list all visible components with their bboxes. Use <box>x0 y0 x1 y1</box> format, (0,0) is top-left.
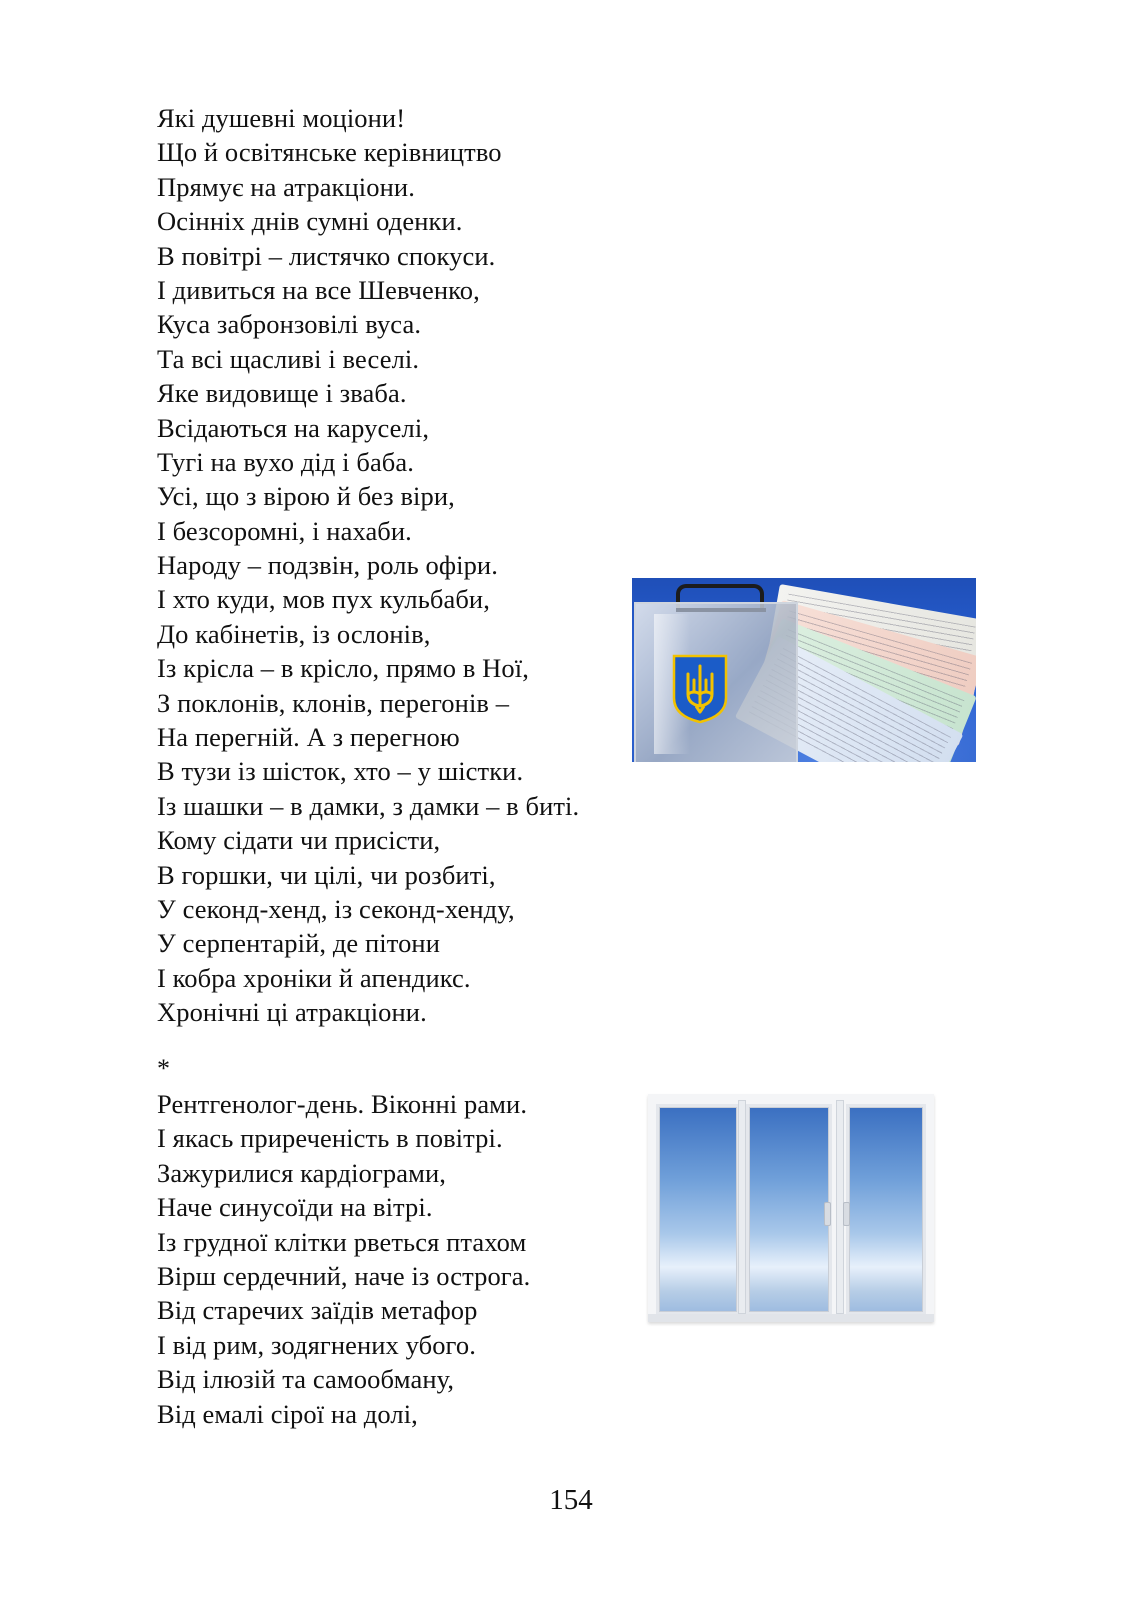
poem-line: Кому сідати чи присісти, <box>157 825 441 856</box>
poem-line: Хронічні ці атракціони. <box>157 997 427 1028</box>
poem-line: Всідаються на каруселі, <box>157 412 430 443</box>
stanza-separator: * <box>157 1054 170 1083</box>
window-pane <box>846 1104 926 1315</box>
window-pane <box>656 1104 740 1315</box>
poem-line: Із крісла – в крісло, прямо в Ної, <box>157 653 529 684</box>
poem-line: З поклонів, клонів, перегонів – <box>157 687 510 718</box>
poem-line: Усі, що з вірою й без віри, <box>157 481 455 512</box>
poem-line: Народу – подзвін, роль офіри. <box>157 550 498 581</box>
poem-line: Та всі щасливі і веселі. <box>157 343 420 374</box>
poem-line: В повітрі – листячко спокуси. <box>157 240 496 271</box>
poem-line: І безсоромні, і нахаби. <box>157 515 412 546</box>
poem-line: Рентгенолог-день. Віконні рами. <box>157 1089 528 1119</box>
poem-line: На перегній. А з перегною <box>157 722 460 753</box>
poem-line: У секонд-хенд, із секонд-хенду, <box>157 893 515 924</box>
poem-line: До кабінетів, із ослонів, <box>157 618 431 649</box>
window-handle <box>843 1202 850 1226</box>
poem-line: І кобра хроніки й апендикс. <box>157 962 471 993</box>
window-pane <box>746 1104 832 1315</box>
poem-line: Яке видовище і зваба. <box>157 378 407 409</box>
poem-line: Наче синусоїди на вітрі. <box>157 1192 433 1223</box>
poem-line: І якась приреченість в повітрі. <box>157 1123 503 1154</box>
poem-line: Куса забронзовілі вуса. <box>157 309 422 340</box>
poem-line: Від ілюзій та самообману, <box>157 1364 455 1395</box>
poem-line: У серпентарій, де пітони <box>157 928 440 959</box>
poem-stanza-2 <box>157 1087 530 1431</box>
window-sill <box>648 1314 934 1322</box>
window-image <box>648 1094 934 1322</box>
poem-line: Осінніх днів сумні оденки. <box>157 206 463 237</box>
poem-line: В тузи із шісток, хто – у шістки. <box>157 756 524 787</box>
poem-line: Із шашки – в дамки, з дамки – в биті. <box>157 790 580 821</box>
poem-line: Зажурилися кардіограми, <box>157 1157 446 1188</box>
poem-line: Прямує на атракціони. <box>157 171 415 202</box>
ballot-box-image <box>632 578 976 762</box>
page-number: 154 <box>549 1484 593 1516</box>
window-handle <box>824 1202 831 1226</box>
poem-stanza-1 <box>157 101 579 1030</box>
poem-line: Що й освітянське керівництво <box>157 137 502 168</box>
poem-line: Із грудної клітки рветься птахом <box>157 1226 527 1257</box>
poem-line: І хто куди, мов пух кульбаби, <box>157 584 490 615</box>
poem-line: В горшки, чи цілі, чи розбиті, <box>157 859 496 890</box>
poem-line: Тугі на вухо дід і баба. <box>157 446 414 477</box>
coat-of-arms-icon <box>672 654 728 724</box>
poem-line: Від старечих заїдів метафор <box>157 1295 478 1326</box>
poem-line: Від емалі сірої на долі, <box>157 1398 418 1429</box>
poem-line: Вірш сердечний, наче із острога. <box>157 1260 531 1291</box>
poem-line: І від рим, зодягнених убого. <box>157 1329 476 1360</box>
poem-line: І дивиться на все Шевченко, <box>157 274 480 305</box>
poem-line: Які душевні моціони! <box>157 103 406 133</box>
